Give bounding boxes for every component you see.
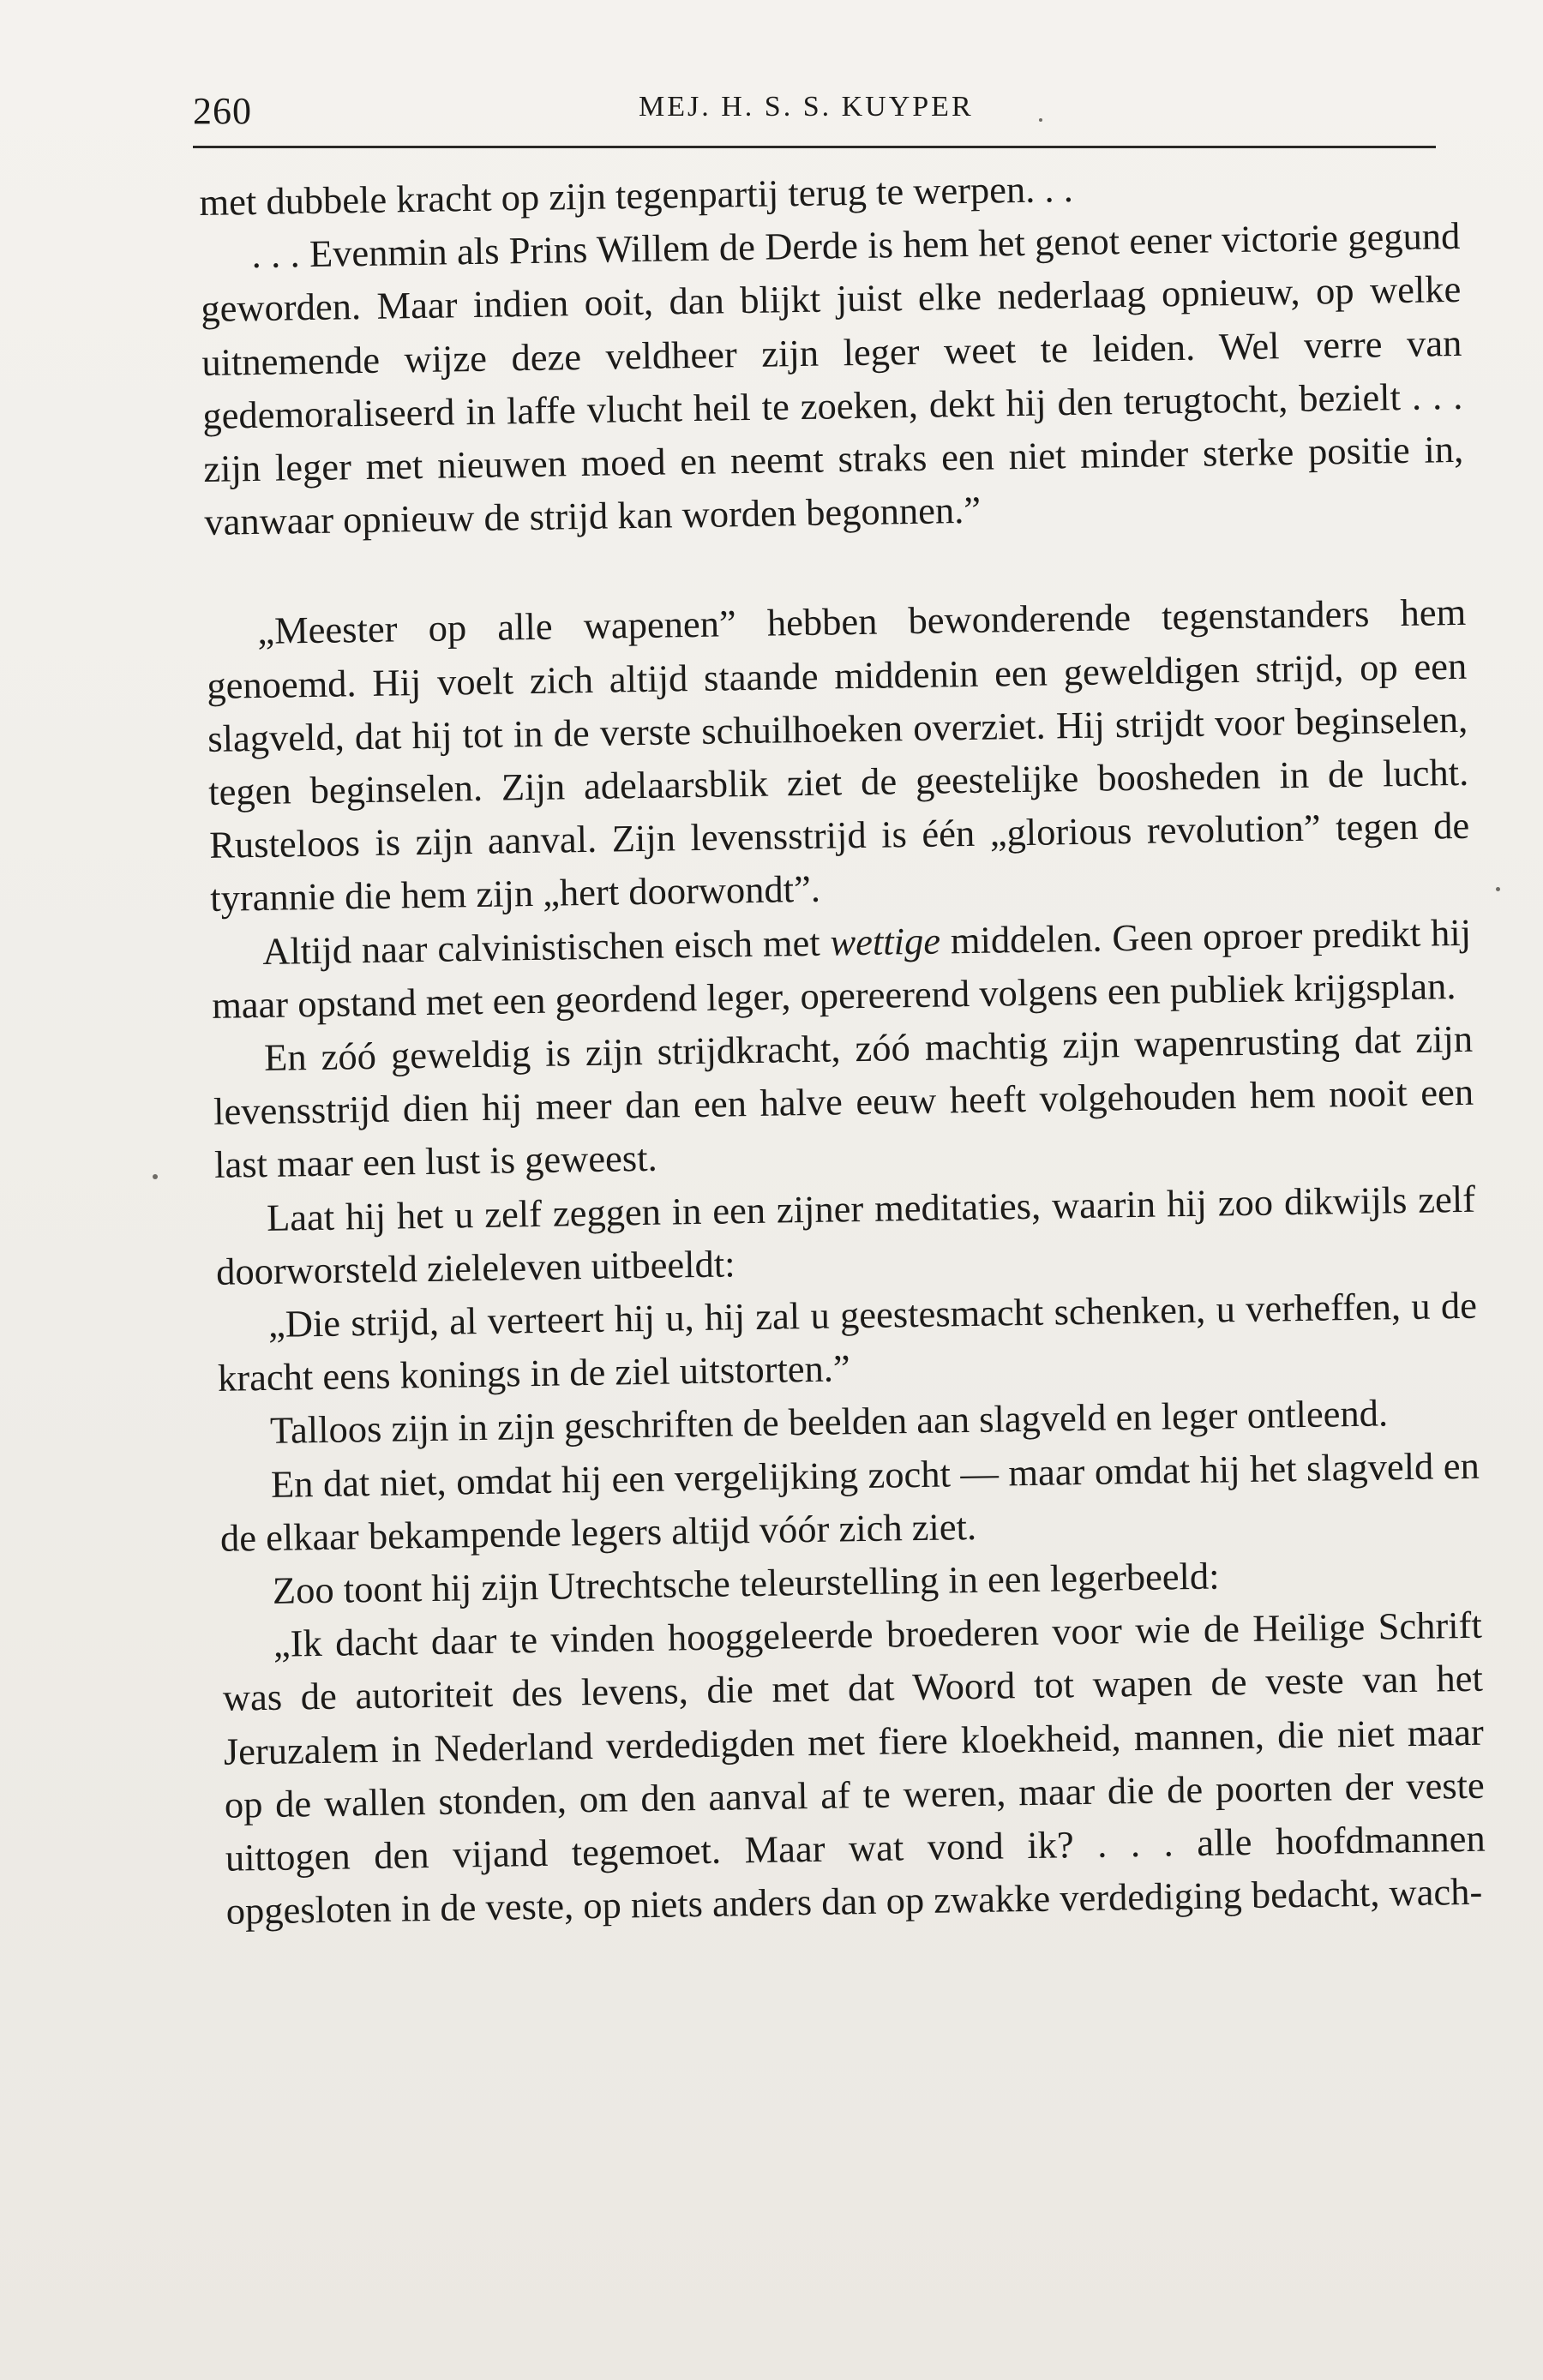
- paragraph-10: Zoo toont hij zijn Utrechtsche teleurstelling in een legerbeeld:: [272, 1554, 1220, 1612]
- paragraph-4-start: Altijd naar calvinistischen eisch met: [261, 920, 831, 973]
- paragraph-2: . . . Evenmin als Prins Willem de Derde is hem het genot eener victorie gegund geworden. Maar indien ooit, dan blijkt juist elke nederlaag opnieuw, op welke uitnemende wijze deze veldheer zijn leger weet te leiden. Wel verre van gedemoraliseerd in laffe vlucht heil te zoeken, dekt hij den terugtocht, bezielt . . . zijn leger met nieuwen moed en neemt straks een niet minder sterke positie in, vanwaar opnieuw de strijd kan worden begonnen.”: [201, 214, 1464, 544]
- quote-paragraph-7: „Die strijd, al verteert hij u, hij zal u geestesmacht schenken, u verheffen, u de kracht eens konings in de ziel uitstorten.”: [217, 1283, 1478, 1400]
- paper-speck: [153, 1174, 158, 1179]
- paragraph-4-end: middelen. Geen oproer predikt hij maar opstand met een geordend leger, opereerend volgens een publiek krijgsplan.: [211, 910, 1472, 1027]
- paragraph-4: [211, 905, 1473, 1031]
- paragraph-1: met dubbele kracht op zijn tegenpartij terug te werpen. . .: [199, 166, 1074, 224]
- paper-speck: [1039, 118, 1042, 122]
- paragraph-5: En zóó geweldig is zijn strijdkracht, zóó machtig zijn wapenrusting dat zijn levensstrijd dien hij meer dan een halve eeuw heeft volgehouden hem nooit een last maar een lust is geweest.: [213, 1016, 1474, 1187]
- paragraph-9: En dat niet, omdat hij een vergelijking zocht — maar omdat hij het slagveld en de elkaar bekampende legers altijd vóór zich ziet.: [219, 1443, 1480, 1560]
- quote-paragraph-11: „Ik dacht daar te vinden hooggeleerde broederen voor wie de Heilige Schrift was de autoriteit des levens, die met dat Woord tot wapen de veste van het Jeruzalem in Nederland verdedigden met fiere kloekheid, mannen, die niet maar op de wallen stonden, om den aanval af te weren, maar die de poorten der veste uittogen den vijand tegemoet. Maar wat vond ik? . . . alle hoofdmannen opgesloten in de veste, op niets anders dan op zwakke verdediging bedacht, wach-: [222, 1603, 1486, 1933]
- page-number: 260: [193, 90, 252, 132]
- paragraph-3: „Meester op alle wapenen” hebben bewonderende tegenstanders hem genoemd. Hij voelt zich altijd staande middenin een geweldigen strijd, op een slagveld, dat hij tot in de verste schuilhoeken overziet. Hij strijdt voor beginselen, tegen beginselen. Zijn adelaarsblik ziet de geestelijke boosheden in de lucht. Rusteloos is zijn aanval. Zijn levensstrijd is één „glorious revolution” tegen de tyrannie die hem zijn „hert doorwondt”.: [206, 591, 1470, 920]
- paragraph-6: Laat hij het u zelf zeggen in een zijner meditaties, waarin hij zoo dikwijls zelf doorworsteld zieleleven uitbeeldt:: [215, 1177, 1476, 1293]
- emphasis-wettige: wettige: [830, 919, 941, 964]
- paper-speck: [1496, 887, 1500, 891]
- paragraph-8: Talloos zijn in zijn geschriften de beelden aan slagveld en leger ontleend.: [269, 1391, 1389, 1453]
- body-text: [199, 156, 1486, 1938]
- page-header: [193, 86, 1436, 148]
- running-head: MEJ. H. S. S. KUYPER: [639, 91, 974, 123]
